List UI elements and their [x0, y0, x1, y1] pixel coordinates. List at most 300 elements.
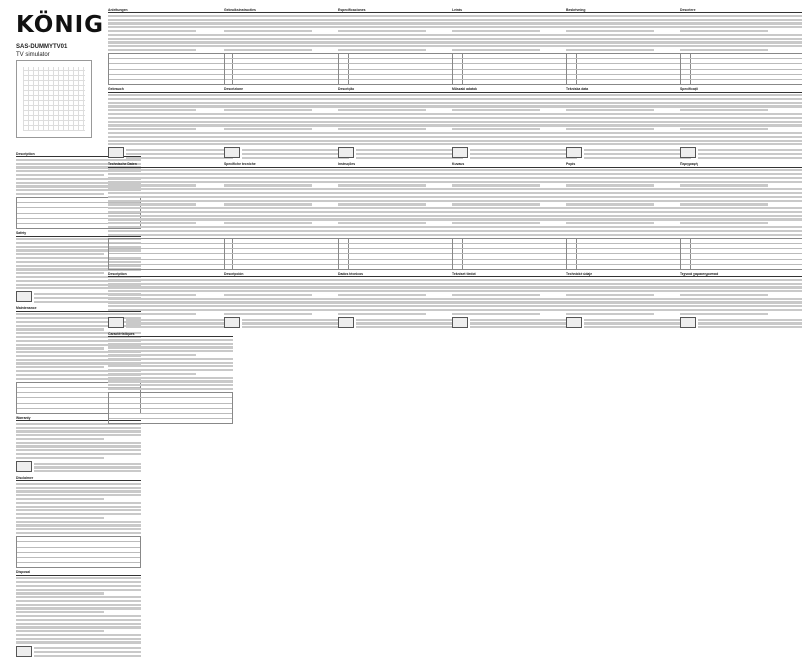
table-row [109, 79, 232, 84]
text-line [452, 200, 577, 202]
text-line [680, 109, 768, 111]
text-line [470, 149, 577, 151]
section-heading [224, 8, 349, 13]
text-line [338, 218, 463, 220]
section-title: Especificaciones [338, 8, 366, 12]
text-line [224, 38, 349, 40]
text-line [452, 15, 577, 17]
text-line [126, 322, 233, 324]
section-title: Kuvaus [452, 162, 465, 167]
text-line [224, 222, 312, 224]
text-line [338, 30, 426, 32]
text-line [108, 109, 196, 111]
text-line [566, 143, 691, 145]
text-line [16, 611, 104, 613]
section-title: Περιγραφή [680, 162, 698, 167]
text-line [16, 630, 104, 632]
section-title: Instruções [338, 162, 356, 167]
text-line [108, 105, 233, 107]
section-heading [224, 272, 349, 277]
text-line [338, 286, 463, 288]
text-line [16, 490, 141, 492]
text-line [224, 169, 349, 171]
text-line [452, 177, 577, 179]
text-line [16, 498, 104, 500]
text-line [452, 26, 577, 28]
text-line [108, 184, 196, 186]
text-line [338, 105, 463, 107]
text-line [16, 494, 141, 496]
text-line [452, 173, 577, 175]
text-line [680, 113, 802, 115]
text-line [108, 388, 233, 390]
text-line [224, 203, 312, 205]
section-title: Anleitungen [108, 8, 128, 12]
text-line [108, 45, 233, 47]
text-line [338, 207, 463, 209]
text-line [108, 196, 233, 198]
section-title: Műszaki adatok [452, 87, 478, 92]
text-line [566, 279, 691, 281]
text-line [452, 34, 577, 36]
text-line [126, 153, 233, 155]
text-line [338, 211, 463, 213]
section-title: Disclaimer [16, 475, 34, 480]
table-row [225, 79, 348, 84]
section-title: Gebruiksinstructies [224, 8, 256, 12]
text-line [680, 98, 802, 100]
text-line [452, 30, 540, 32]
text-line [338, 113, 463, 115]
warning-icon [452, 317, 468, 328]
text-line [338, 203, 426, 205]
warning-icon [566, 147, 582, 158]
text-line [566, 30, 654, 32]
warning-text [242, 147, 349, 160]
text-line [16, 589, 141, 591]
text-line [16, 366, 104, 368]
text-line [566, 222, 654, 224]
text-line [566, 301, 691, 303]
text-line [108, 226, 233, 228]
text-line [680, 22, 802, 24]
text-line [224, 188, 349, 190]
text-line [224, 286, 349, 288]
text-line [224, 30, 312, 32]
text-line [224, 15, 349, 17]
text-line [224, 121, 349, 123]
text-line [224, 140, 349, 142]
text-line [224, 109, 312, 111]
section-title: Disposal [16, 570, 31, 575]
text-line [566, 173, 691, 175]
section-title: Specificaţii [680, 87, 698, 92]
warning-block [680, 317, 802, 330]
text-line [452, 188, 577, 190]
warning-icon [338, 147, 354, 158]
text-line [16, 442, 141, 444]
text-line [452, 102, 577, 104]
section-heading [566, 162, 691, 167]
text-line [224, 34, 349, 36]
text-line [34, 651, 141, 653]
section-heading [108, 332, 233, 337]
section-heading [680, 8, 802, 13]
spec-table [108, 392, 233, 424]
section-title: Beskrivning [566, 8, 586, 12]
text-line [108, 207, 233, 209]
text-line [680, 30, 768, 32]
text-line [452, 113, 577, 115]
text-line [224, 234, 349, 236]
text-line [680, 132, 802, 134]
text-line [338, 196, 463, 198]
text-line [338, 301, 463, 303]
warning-block [338, 317, 463, 330]
warning-block [224, 147, 349, 160]
text-line [108, 384, 233, 386]
text-line [16, 453, 141, 455]
spec-table [16, 536, 141, 568]
text-line [566, 188, 691, 190]
text-line [452, 309, 577, 311]
warning-block [16, 646, 141, 659]
warning-icon [224, 147, 240, 158]
text-line [470, 322, 577, 324]
text-line [566, 286, 691, 288]
text-line [108, 188, 233, 190]
section-heading [108, 162, 233, 167]
section-heading [338, 272, 463, 277]
text-column [452, 6, 577, 332]
text-line [452, 192, 577, 194]
warning-text [584, 317, 691, 330]
text-line [680, 279, 802, 281]
text-line [224, 22, 349, 24]
text-line [224, 184, 312, 186]
brand-logo [16, 12, 104, 38]
section-title: Description [16, 152, 35, 156]
table-row [109, 264, 232, 269]
text-line [338, 19, 463, 21]
text-line [566, 109, 654, 111]
text-line [224, 132, 349, 134]
text-line [452, 19, 577, 21]
text-line [566, 184, 654, 186]
text-line [566, 19, 691, 21]
text-line [680, 301, 802, 303]
text-line [108, 200, 233, 202]
text-line [338, 294, 426, 296]
text-line [680, 290, 802, 292]
text-line [452, 38, 577, 40]
section-title: Leírás [452, 8, 462, 12]
warning-text [34, 646, 141, 659]
text-line [338, 143, 463, 145]
section-title: Gebrauch [108, 87, 124, 92]
text-line [126, 319, 233, 321]
text-line [680, 230, 802, 232]
text-line [566, 234, 691, 236]
text-line [452, 128, 540, 130]
text-line [338, 128, 426, 130]
section-heading [338, 87, 463, 92]
text-line [224, 117, 349, 119]
text-line [16, 502, 141, 504]
text-line [16, 487, 141, 489]
text-line [338, 173, 463, 175]
text-line [452, 94, 577, 96]
text-line [584, 326, 691, 328]
text-line [680, 26, 802, 28]
text-line [452, 105, 577, 107]
text-line [698, 326, 802, 328]
warning-block [224, 317, 349, 330]
text-line [108, 215, 233, 217]
text-line [224, 207, 349, 209]
text-line [566, 94, 691, 96]
text-line [452, 222, 540, 224]
text-line [224, 26, 349, 28]
spec-table [452, 238, 577, 270]
text-line [452, 45, 577, 47]
section-heading [16, 476, 141, 481]
text-line [338, 109, 426, 111]
text-line [698, 149, 802, 151]
warning-text [698, 147, 802, 160]
section-title: Descrição [338, 87, 355, 92]
section-heading [338, 162, 463, 167]
warning-text [126, 147, 233, 160]
text-line [108, 222, 196, 224]
section-heading [452, 272, 577, 277]
spec-table [680, 53, 802, 85]
section-title: Tekniska data [566, 87, 589, 92]
text-line [566, 196, 691, 198]
text-line [680, 181, 802, 183]
text-line [224, 294, 312, 296]
text-line [566, 22, 691, 24]
text-line [452, 181, 577, 183]
text-line [108, 19, 233, 21]
text-line [566, 15, 691, 17]
text-line [680, 128, 768, 130]
text-line [452, 22, 577, 24]
text-line [452, 313, 540, 315]
spec-table [108, 238, 233, 270]
text-line [108, 140, 233, 142]
table-row [567, 79, 690, 84]
text-line [108, 181, 233, 183]
section-heading [338, 8, 463, 13]
text-line [224, 102, 349, 104]
text-line [338, 234, 463, 236]
text-line [566, 132, 691, 134]
text-line [680, 192, 802, 194]
text-line [452, 140, 577, 142]
model-number: SAS-DUMMYTV01 [16, 44, 68, 50]
text-line [680, 121, 802, 123]
spec-table [224, 53, 349, 85]
text-line [338, 45, 463, 47]
text-line [16, 607, 141, 609]
text-line [16, 592, 104, 594]
text-line [108, 49, 196, 51]
text-line [566, 181, 691, 183]
text-line [584, 157, 691, 159]
text-line [452, 143, 577, 145]
text-line [452, 117, 577, 119]
text-line [566, 215, 691, 217]
text-line [680, 143, 802, 145]
text-line [680, 203, 768, 205]
text-line [108, 15, 233, 17]
text-line [566, 313, 654, 315]
text-line [224, 290, 349, 292]
text-line [16, 641, 141, 643]
text-line [224, 215, 349, 217]
text-line [224, 173, 349, 175]
section-heading [16, 570, 141, 575]
text-line [16, 604, 141, 606]
table-row [681, 79, 802, 84]
warning-text [698, 317, 802, 330]
text-line [108, 365, 233, 367]
text-line [680, 45, 802, 47]
warning-icon [16, 646, 32, 657]
table-row [339, 79, 462, 84]
table-row [453, 79, 576, 84]
section-title: Dados técnicos [338, 271, 364, 276]
text-line [338, 181, 463, 183]
text-line [338, 136, 463, 138]
text-line [338, 94, 463, 96]
text-line [452, 298, 577, 300]
text-line [108, 121, 233, 123]
text-line [16, 532, 141, 534]
text-line [470, 153, 577, 155]
text-line [680, 38, 802, 40]
text-line [338, 215, 463, 217]
text-line [566, 140, 691, 142]
text-line [338, 283, 463, 285]
text-line [108, 377, 233, 379]
text-line [16, 634, 141, 636]
warning-block [338, 147, 463, 160]
text-line [566, 128, 654, 130]
text-line [16, 427, 141, 429]
text-line [108, 309, 233, 311]
text-line [16, 449, 141, 451]
text-line [242, 157, 349, 159]
text-line [566, 169, 691, 171]
text-line [680, 184, 768, 186]
text-line [16, 445, 141, 447]
text-line [108, 30, 196, 32]
text-line [680, 15, 802, 17]
spec-table [338, 238, 463, 270]
text-line [108, 136, 233, 138]
section-heading [680, 87, 802, 92]
text-line [680, 211, 802, 213]
text-line [566, 124, 691, 126]
text-line [108, 169, 233, 171]
spec-table [566, 238, 691, 270]
text-line [566, 211, 691, 213]
text-line [16, 193, 104, 195]
text-line [16, 517, 104, 519]
text-line [566, 38, 691, 40]
text-column [680, 6, 802, 332]
text-line [680, 222, 768, 224]
text-line [452, 234, 577, 236]
text-line [584, 322, 691, 324]
section-title: Descrizione [224, 87, 244, 92]
text-line [108, 339, 233, 341]
text-line [338, 305, 463, 307]
text-line [338, 192, 463, 194]
text-line [680, 218, 802, 220]
text-line [680, 305, 802, 307]
text-line [16, 513, 141, 515]
text-line [452, 124, 577, 126]
section-title: Descripción [224, 271, 244, 276]
text-column [108, 6, 233, 426]
table-row [453, 264, 576, 269]
section-heading [108, 272, 233, 277]
text-line [108, 358, 233, 360]
text-line [680, 226, 802, 228]
text-line [108, 373, 196, 375]
text-line [224, 136, 349, 138]
text-line [224, 309, 349, 311]
text-line [34, 655, 141, 657]
device-illustration [16, 60, 92, 138]
text-line [16, 174, 104, 176]
text-line [16, 615, 141, 617]
text-line [108, 279, 233, 281]
warning-text [34, 461, 141, 474]
text-line [16, 600, 141, 602]
spec-table [680, 238, 802, 270]
section-title: Technické údaje [566, 271, 593, 276]
text-line [108, 346, 233, 348]
text-line [566, 49, 654, 51]
text-line [356, 157, 463, 159]
text-line [16, 623, 141, 625]
text-line [224, 301, 349, 303]
section-heading [452, 87, 577, 92]
text-line [680, 105, 802, 107]
text-line [338, 140, 463, 142]
text-line [108, 283, 233, 285]
text-line [680, 173, 802, 175]
text-line [680, 215, 802, 217]
text-line [16, 619, 141, 621]
text-line [452, 301, 577, 303]
text-line [224, 41, 349, 43]
table-row [109, 418, 232, 423]
text-line [680, 49, 768, 51]
text-line [224, 283, 349, 285]
text-line [224, 181, 349, 183]
warning-block [566, 317, 691, 330]
warning-icon [452, 147, 468, 158]
text-line [224, 19, 349, 21]
text-line [470, 157, 577, 159]
text-line [224, 105, 349, 107]
text-line [108, 313, 196, 315]
